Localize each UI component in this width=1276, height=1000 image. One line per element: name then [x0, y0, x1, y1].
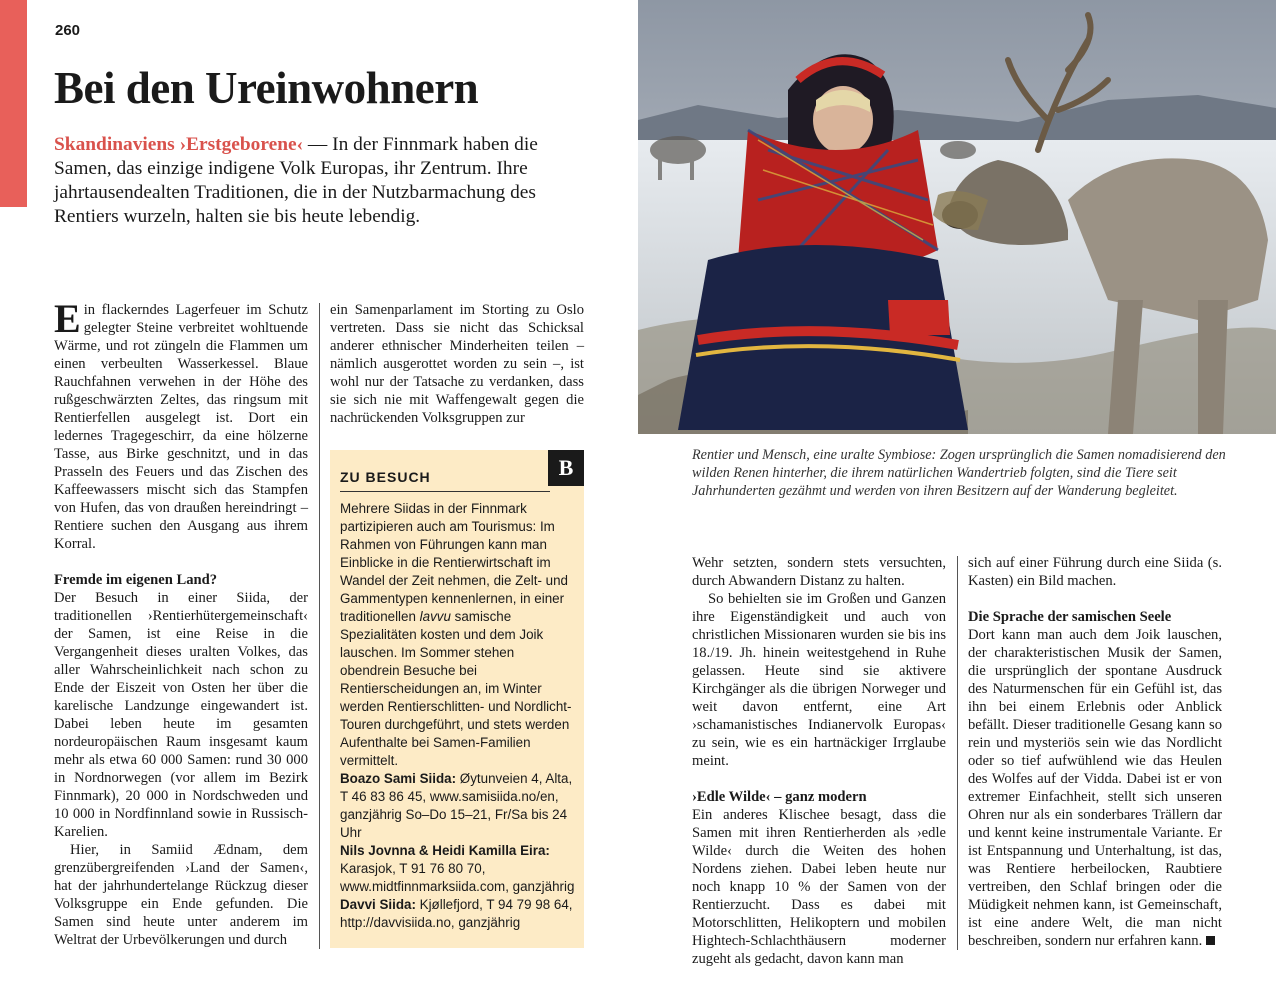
paragraph: Hier, in Samiid Ædnam, dem grenzübergreifenden ›Land der Samen‹, hat der jahrhundertelange Rückzug dieser Volksgruppe ein Ende gefunden. Die Samen sind heute unter anderem im Weltrat der Urbevölkerungen und durch — [54, 842, 308, 948]
page-number: 260 — [55, 22, 81, 39]
column-divider — [319, 303, 320, 949]
spacer — [54, 553, 308, 571]
info-box-rule — [340, 491, 550, 492]
spacer — [692, 770, 946, 788]
paragraph — [968, 626, 1222, 950]
subheading: Fremde im eigenen Land? — [54, 572, 218, 588]
sami-woman-reindeer-photo — [638, 0, 1276, 434]
paragraph: Ein anderes Klischee besagt, dass die Samen mit ihren Rentierherden als ›edle Wilde‹ durch die Weiten des hohen Nordens ziehen. Dabei leben heute nur noch knapp 10 % der Samen von der Rentierzucht. Dass es dabei mit Motorschlitten, Helikoptern und mobilen Hightech-Schlachthäusern moderner zugeht als gedacht, davon kann man — [692, 807, 946, 967]
info-box-intro — [340, 500, 576, 770]
info-box-entry — [340, 770, 576, 842]
info-box-title: ZU BESUCH — [340, 469, 431, 485]
entry-name: Nils Jovnna & Heidi Kamilla Eira: — [340, 843, 550, 858]
paragraph: Wehr setzten, sondern stets versuchten, durch Abwandern Distanz zu halten. — [692, 555, 946, 589]
intro-kicker: Skandinaviens ›Erstgeborene‹ — [54, 134, 304, 155]
entry-details: Kjøllefjord, T 94 79 98 64, http://davvisiida.no, ganzjährig — [340, 897, 573, 930]
paragraph: Der Besuch in einer Siida, der traditionellen ›Rentierhütergemeinschaft‹ der Samen, ist eine Reise in die Vergangenheit dieses uralten Volkes, das aller Wahrscheinlichkeit nach schon zu Ende der Eiszeit von Osten her über die karelische Landzunge eingewandert ist. Dabei leben heute im gesamten nordeuropäischen Raum insgesamt kaum mehr als etwa 60 000 Samen: rund 30 000 in Nordnorwegen (vor allem im Bezirk Finnmark), 20 000 in Nordschweden und 10 000 in Nordfinnland sowie in Russisch-Karelien. — [54, 590, 308, 840]
subheading: Die Sprache der samischen Seele — [968, 609, 1172, 625]
info-box-badge: B — [548, 450, 584, 486]
info-box-body — [340, 500, 576, 932]
info-box-intro-text: Mehrere Siidas in der Finnmark partizipieren auch am Tourismus: Im Rahmen von Führungen kann man Einblicke in die Rentierwirtschaft im Wandel der Zeit nehmen, die Zelt- und Gammentypen kennenlernen, in einer traditionellen — [340, 501, 569, 624]
subheading: ›Edle Wilde‹ – ganz modern — [692, 789, 867, 805]
text-column-1 — [54, 296, 308, 949]
column-divider — [957, 556, 958, 950]
entry-details: Øytunveien 4, Alta, T 46 83 86 45, www.samisiida.no/en, ganzjährig So–Do 15–21, Fr/Sa bis 24 Uhr — [340, 771, 573, 840]
dropcap: E — [54, 296, 81, 341]
article-intro — [54, 133, 584, 229]
paragraph-text: in flackerndes Lagerfeuer im Schutz gelegter Steine verbreitet wohltuende Wärme, und rot züngeln die Flammen um einen verbeulten Wasserkessel. Blaue Rauchfahnen verwehen in der Höhe des rußgeschwärzten Zeltes, das ringsum mit Rentierfellen ausgelegt ist. Dort ein ledernes Tragegeschirr, da eine hölzerne Tasse, aus Birke geschnitzt, und in das Prasseln des Feuers und das Zischen des Kaffeewassers mischt sich das Stampfen von Hufen, das von draußen hereindringt – Rentiere suchen den Ausgang aus ihrem Korral. — [54, 302, 308, 552]
info-box-intro-text: samische Spezialitäten kosten und dem Joik lauschen. Im Sommer stehen obendrein Besuche bei Rentierscheidungen an, im Winter werden Rentierschlitten- und Nordlicht-Touren durchgeführt, und stets werden Aufenthalte bei Samen-Familien vermittelt. — [340, 609, 572, 768]
text-column-2 — [330, 301, 584, 427]
info-box-intro-emphasis: lavvu — [419, 609, 451, 624]
paragraph — [54, 296, 308, 553]
info-box-entry — [340, 896, 576, 932]
article-title: Bei den Ureinwohnern — [54, 63, 479, 113]
spacer — [968, 590, 1222, 608]
paragraph-text: Dort kann man auch dem Joik lauschen, der charakteristischen Musik der Samen, die ursprünglich der spontane Ausdruck des Naturmenschen für ein Gefühl ist, das ihn bei einem Erlebnis oder Anblick befällt. Dieser traditionelle Gesang kann so rein und mysteriös sein wie das Nordlicht oder so tief aufwühlend wie das Heulen des Wolfes auf der Vidda. Dabei ist er von extremer Einfachheit, stellt sich unseren Ohren nur als ein sonderbares Trällern dar und kennt keine instrumentale Variante. Er ist Entspannung und Unterhaltung, ist das, was Rentiere herbeilocken, Raubtiere vertreiben, den Schlaf bringen oder die Müdigkeit nehmen kann, ist Gemeinschaft, ist eine andere Welt, die man nicht beschreiben, sondern nur erfahren kann. — [968, 627, 1222, 949]
paragraph: So behielten sie im Großen und Ganzen ihre Eigenständigkeit und auch von christlichen Missionaren wurden sie bis ins 18./19. Jh. hinein weitestgehend in Ruhe gelassen. Heute sind sie aktivere Kirchgänger als die übrigen Norweger und weit davon entfernt, eine Art ›schamanistisches Indianervolk Europas‹ zu sein, wie es ein hartnäckiger Irrglaube meint. — [692, 591, 946, 769]
article-photo — [638, 0, 1276, 434]
entry-name: Boazo Sami Siida: — [340, 771, 457, 786]
entry-name: Davvi Siida: — [340, 897, 416, 912]
info-box-entry — [340, 842, 576, 896]
text-column-4 — [968, 554, 1222, 950]
entry-details: Karasjok, T 91 76 80 70, www.midtfinnmarksiida.com, ganzjährig — [340, 861, 575, 894]
paragraph: sich auf einer Führung durch eine Siida (s. Kasten) ein Bild machen. — [968, 555, 1222, 589]
text-column-3 — [692, 554, 946, 968]
end-mark-icon — [1206, 936, 1215, 945]
accent-bar — [0, 0, 27, 207]
photo-caption: Rentier und Mensch, eine uralte Symbiose: Zogen ursprünglich die Samen nomadisierend den wilden Renen hinterher, die ihrem natürlichen Wandertrieb folgten, sind die Tiere seit Jahrhunderten gezähmt und werden von ihren Besitzern auf der Wanderung begleitet. — [692, 447, 1226, 499]
intro-text: — In der Finnmark haben die Samen, das einzige indigene Volk Europas, ihr Zentrum. Ihre jahrtausendealten Traditionen, die in der Nutzbarmachung des Rentiers wurzeln, halten sie bis heute lebendig. — [54, 134, 538, 227]
info-box — [330, 450, 584, 948]
paragraph: ein Samenparlament im Storting zu Oslo vertreten. Dass sie nicht das Schicksal anderer ethnischer Minderheiten teilen – nämlich ausgerottet worden zu sein –, ist wohl nur der Tatsache zu verdanken, dass sie sich nie mit Waffengewalt gegen die nachrückenden Volksgruppen zur — [330, 302, 584, 426]
